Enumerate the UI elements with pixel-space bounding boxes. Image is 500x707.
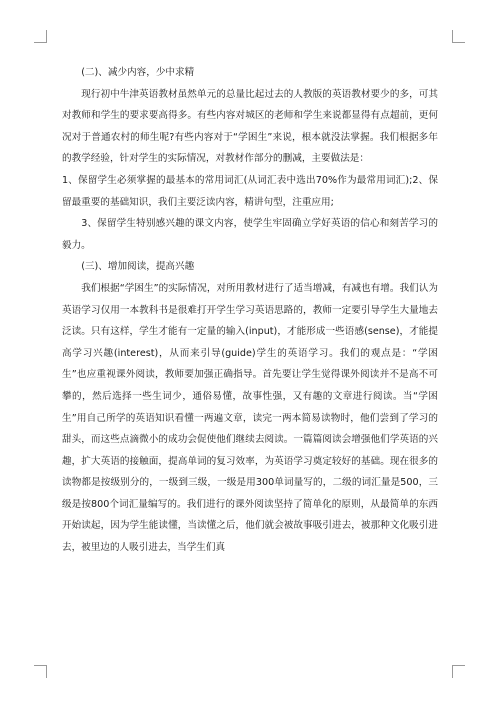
paragraph-extensive-reading: 我们根据“学困生”的实际情况，对所用教材进行了适当增减，有减也有增。我们认为英语学习仅用一本教科书是很难打开学生学习英语思路的，教师一定要引导学生大量地去泛读。只有这样，学生才能有一定量的输入(input)，才能形成一些语感(sense)，才能提高学习兴趣(interest)，从而来引导(guide)学生的英语学习。我们的观点是：“学困生”也应重视课外阅读，教师要加强正确指导。首先要让学生觉得课外阅读并不是高不可攀的，然后选择一些生词少，通俗易懂，故事性强，又有趣的文章进行阅读。当“学困生”用自己所学的英语知识看懂一两遍文章，读完一两本简易读物时，他们尝到了学习的甜头，而这些点滴微小的成功会促使他们继续去阅读。一篇篇阅读会增强他们学英语的兴趣，扩大英语的接触面，提高单词的复习效率，为英语学习奠定较好的基础。现在很多的读物都是按级别分的，一级到三级，一级是用300单词量写的，二级的词汇量是500，三级是按800个词汇量编写的。我们进行的课外阅读坚持了简单化的原则，从最简单的东西开始读起，因为学生能读懂，当读懂之后，他们就会被故事吸引进去，被那种文化吸引进去，被里边的人吸引进去，当学生们真 [62, 282, 438, 554]
document-body [62, 62, 438, 559]
paragraph-textbook-requirements: 现行初中牛津英语教材虽然单元的总量比起过去的人教版的英语教材要少的多，可其对教师和学生的要求要高得多。有些内容对城区的老师和学生来说都显得有点超前，更何况对于普通农村的师生呢?有些内容对于“学困生”来说，根本就没法掌握。我们根据多年的教学经验，针对学生的实际情况，对教材作部分的删减，主要做法是： [62, 88, 438, 165]
section-heading-reduce-content: (二)、减少内容，少中求精 [81, 67, 195, 78]
crop-mark-bottom-right [452, 665, 465, 678]
list-item-1-2: 1、保留学生必须掌握的最基本的常用词汇(从词汇表中选出70%作为最常用词汇);2、保留最重要的基础知识，我们主要泛读内容，精讲句型，注重应用; [62, 174, 438, 208]
section-heading-increase-reading: (三)、增加阅读，提高兴趣 [81, 261, 195, 273]
crop-mark-bottom-left [34, 665, 47, 678]
crop-mark-top-right [452, 30, 465, 43]
list-item-3: 3、保留学生特别感兴趣的课文内容，使学生牢固确立学好英语的信心和刻苦学习的毅力。 [62, 218, 438, 251]
crop-mark-top-left [34, 30, 47, 43]
